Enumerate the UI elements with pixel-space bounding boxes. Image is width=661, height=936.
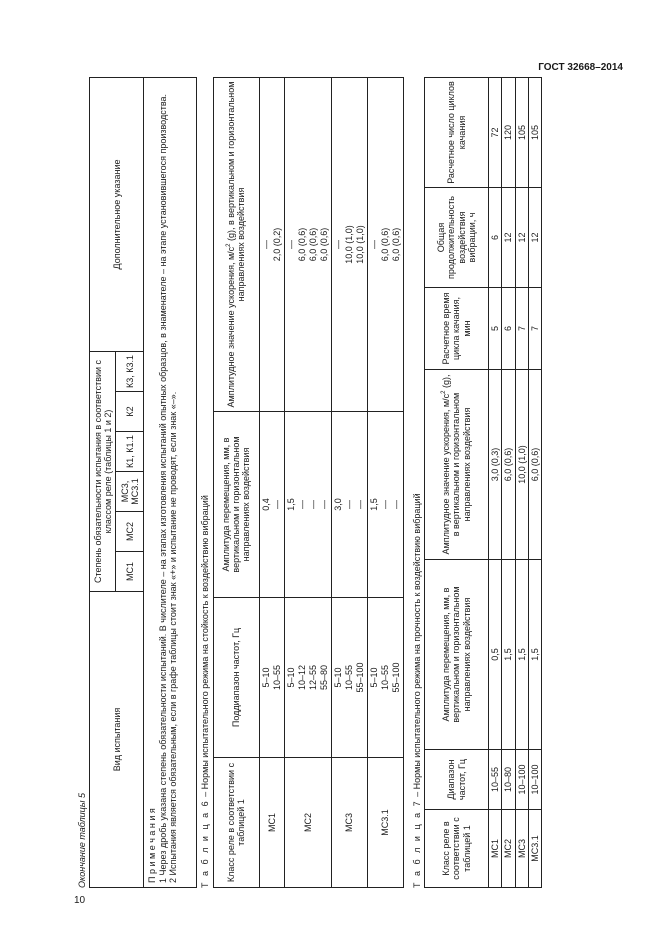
t7-cycles: 105 <box>515 78 528 188</box>
table6-caption-prefix: Т а б л и ц а 6 <box>200 799 211 888</box>
table5-notes <box>144 77 197 887</box>
t6-acc: — 10,0 (1,0) 10,0 (1,0) <box>331 78 367 412</box>
t7-header-amp-disp: Амплитуда перемещения, мм, в вертикальном и горизонтальном направлениях воздействия <box>425 560 489 750</box>
t6-acc: — 2,0 (0,2) <box>259 78 284 412</box>
table-row <box>502 78 515 888</box>
t7-acc: 6,0 (0,6) <box>502 370 515 560</box>
t7-range: 10–80 <box>502 750 515 810</box>
table-row <box>529 78 542 888</box>
class-header: К1, К1.1 <box>116 432 144 472</box>
t6-header-subrange: Поддиапазон частот, Гц <box>213 598 259 758</box>
t7-class: МС3.1 <box>529 810 542 888</box>
table6 <box>213 77 404 888</box>
class-header: МС1 <box>116 552 144 592</box>
t6-header-amp-disp: Амплитуда перемещения, мм, в вертикальном и горизонтальном направлениях воздействия <box>213 412 259 598</box>
t6-disp: 1,5 — — <box>367 412 403 598</box>
table-row <box>367 78 403 888</box>
t7-cycles: 120 <box>502 78 515 188</box>
t7-time: 6 <box>502 288 515 370</box>
t7-class: МС3 <box>515 810 528 888</box>
t7-total: 12 <box>529 188 542 288</box>
t7-class: МС2 <box>502 810 515 888</box>
t7-header-class: Класс реле в соответствии с таблицей 1 <box>425 810 489 888</box>
t7-total: 6 <box>489 188 502 288</box>
t7-time: 7 <box>529 288 542 370</box>
table-row <box>489 78 502 888</box>
t7-header-cycles: Расчетное число циклов качания <box>425 78 489 188</box>
page-number: 10 <box>74 895 86 906</box>
t7-total: 12 <box>515 188 528 288</box>
class-header: МС3, МС3.1 <box>116 472 144 512</box>
t6-header-class: Класс реле в соответствии с таблицей 1 <box>213 758 259 888</box>
t7-disp: 1,5 <box>515 560 528 750</box>
col-extra: Дополнительное указание <box>90 77 144 351</box>
t7-header-range: Диапазон частот, Гц <box>425 750 489 810</box>
note-1: 1 Через дробь указана степень обязательности испытаний. В числителе – на этапах изготовления испытаний опытных образцов, в знаменателе – на этапе установившегося производства. <box>157 93 168 883</box>
table7-caption <box>412 78 422 888</box>
t6-freq: 5–10 10–12 12–55 55–80 <box>284 598 331 758</box>
table6-caption-text: – Нормы испытательного режима на стойкость к воздействию вибраций <box>200 495 211 800</box>
t6-freq: 5–10 10–55 <box>259 598 284 758</box>
table6-caption <box>200 78 210 888</box>
t7-header-cycle-time: Расчетное время цикла качания, мин <box>425 288 489 370</box>
t6-header-amp-acc: Амплитудное значение ускорения, $м/с^2$ (g), в вертикальном и горизонтальном направлениях воздействия <box>213 78 259 412</box>
t7-range: 10–100 <box>529 750 542 810</box>
standard-header: ГОСТ 32668–2014 <box>538 62 623 73</box>
table-row <box>284 78 331 888</box>
t7-disp: 1,5 <box>502 560 515 750</box>
t6-class: МС2 <box>284 758 331 888</box>
col-test-type: Вид испытания <box>90 592 144 888</box>
t7-disp: 1,5 <box>529 560 542 750</box>
t6-freq: 5–10 10–55 55–100 <box>331 598 367 758</box>
t6-class: МС3 <box>331 758 367 888</box>
t7-acc: 6,0 (0,6) <box>529 370 542 560</box>
t7-total: 12 <box>502 188 515 288</box>
t7-range: 10–100 <box>515 750 528 810</box>
class-header: МС2 <box>116 512 144 552</box>
t7-class: МС1 <box>489 810 502 888</box>
table-row <box>515 78 528 888</box>
t7-time: 5 <box>489 288 502 370</box>
t6-acc: — 6,0 (0,6) 6,0 (0,6) <box>367 78 403 412</box>
table-row <box>331 78 367 888</box>
t6-acc: — 6,0 (0,6) 6,0 (0,6) 6,0 (0,6) <box>284 78 331 412</box>
t6-disp: 3,0 — — <box>331 412 367 598</box>
table7 <box>424 77 542 888</box>
table-row <box>259 78 284 888</box>
t6-disp: 1,5 — — — <box>284 412 331 598</box>
t6-class: МС3.1 <box>367 758 403 888</box>
t7-acc: 10,0 (1,0) <box>515 370 528 560</box>
t7-time: 7 <box>515 288 528 370</box>
t7-disp: 0,5 <box>489 560 502 750</box>
t7-cycles: 105 <box>529 78 542 188</box>
t7-header-amp-acc: Амплитудное значение ускорения, $м/с^2$ (g), в вертикальном и горизонтальном направлениях воздействия <box>425 370 489 560</box>
t7-range: 10–55 <box>489 750 502 810</box>
table5-end <box>89 77 197 888</box>
rotated-page-content <box>74 78 554 888</box>
col-degree: Степень обязательности испытания в соответствии с классом реле (таблицы 1 и 2) <box>90 351 116 591</box>
note-2: 2 Испытания является обязательным, если в графе таблицы стоит знак «+» и испытание не проводят, если знак «–». <box>168 391 179 883</box>
t6-disp: 0,4 — <box>259 412 284 598</box>
table5-caption: Окончание таблицы 5 <box>77 793 87 888</box>
t6-freq: 5–10 10–55 55–100 <box>367 598 403 758</box>
t7-header-total: Общая продолжительность воздействия вибрации, ч <box>425 188 489 288</box>
notes-title: П р и м е ч а н и я <box>147 808 158 883</box>
table7-caption-prefix: Т а б л и ц а 7 <box>411 799 422 888</box>
class-header: К2 <box>116 392 144 432</box>
t7-cycles: 72 <box>489 78 502 188</box>
table7-caption-text: – Нормы испытательного режима на прочность к воздействию вибраций <box>411 493 422 800</box>
t6-class: МС1 <box>259 758 284 888</box>
class-header: К3, К3.1 <box>116 351 144 391</box>
t7-acc: 3,0 (0,3) <box>489 370 502 560</box>
